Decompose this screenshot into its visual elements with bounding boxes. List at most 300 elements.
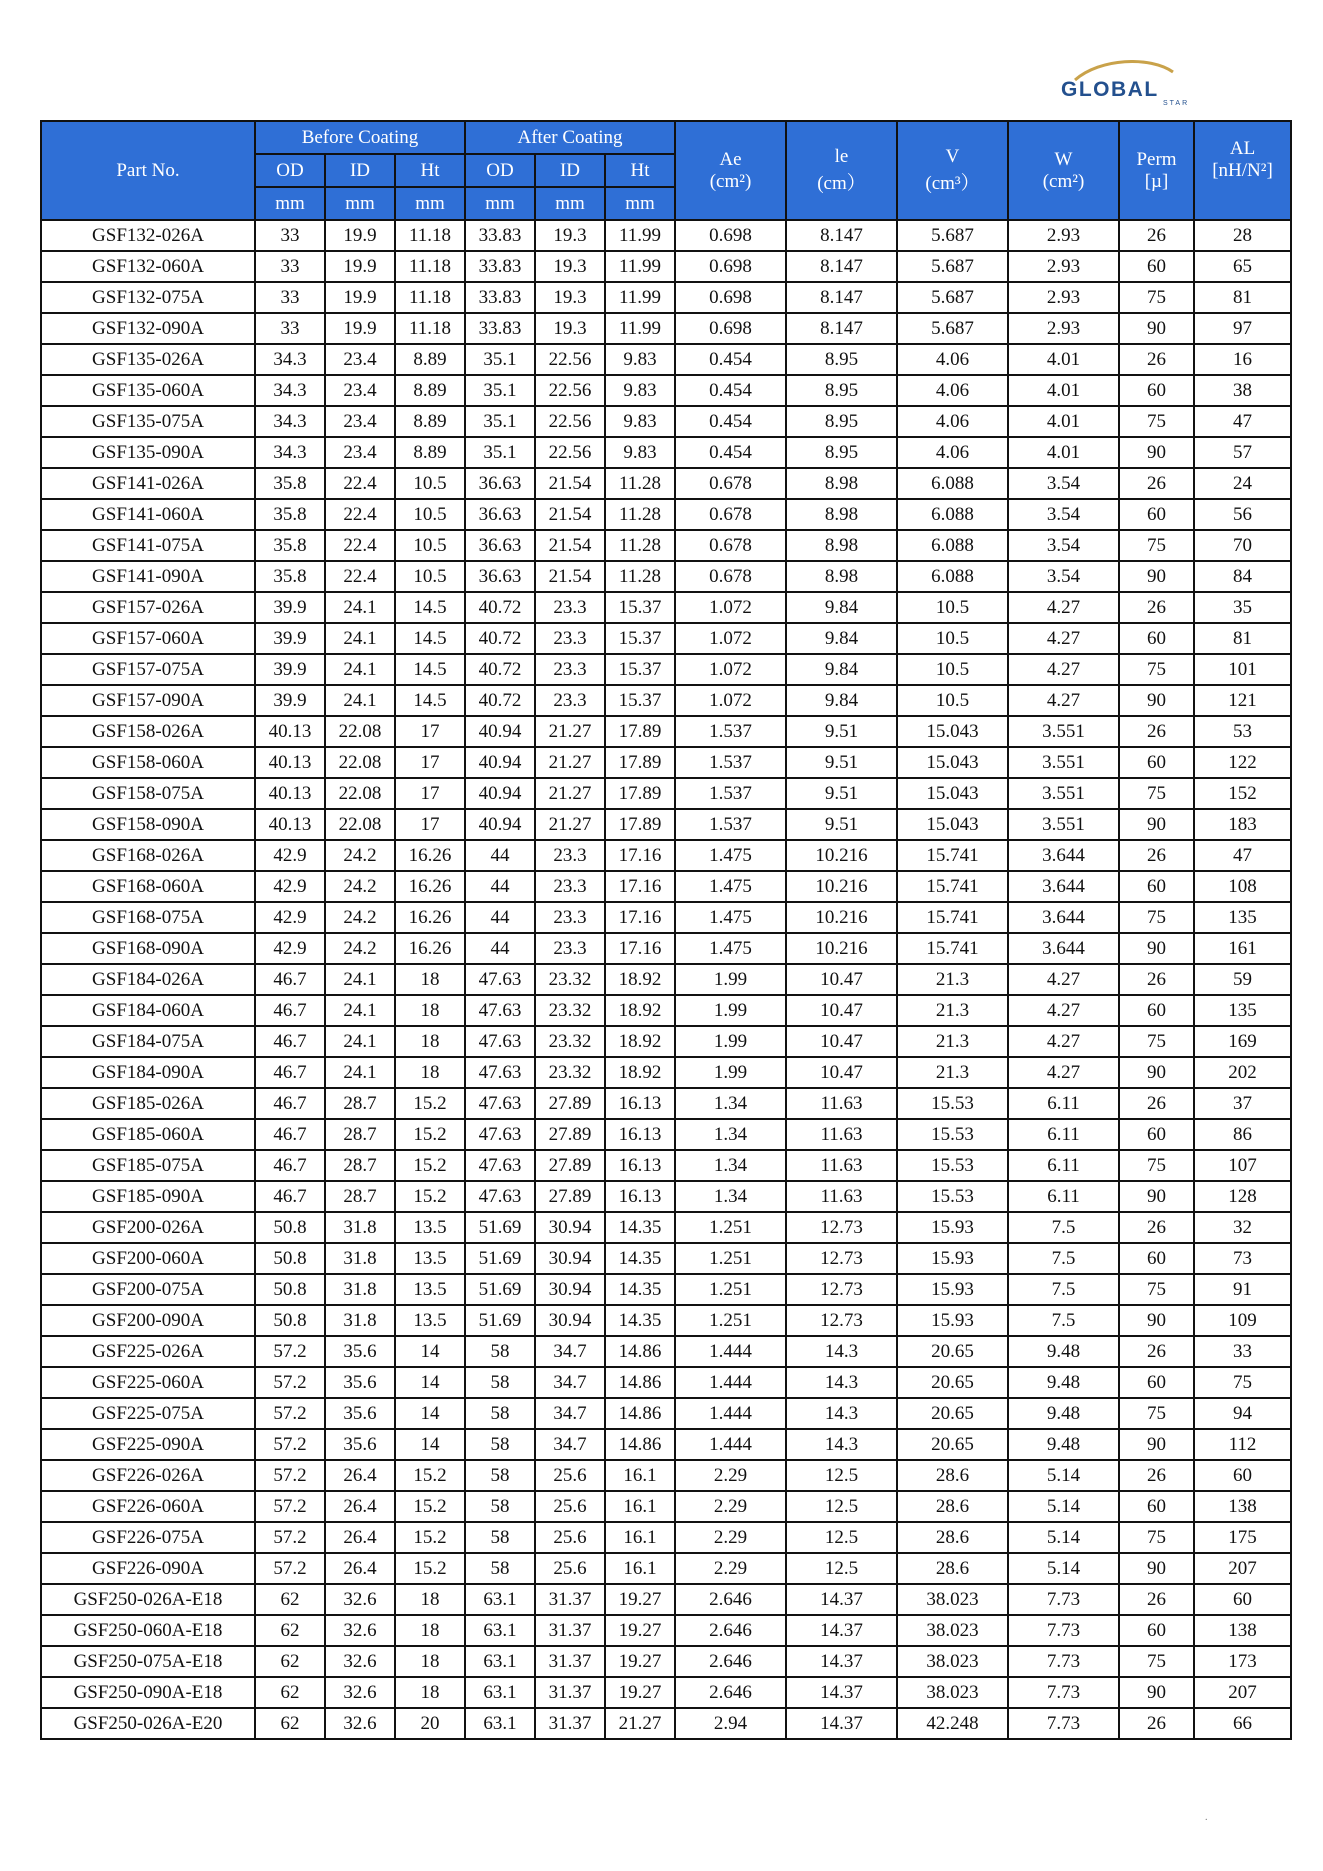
- cell-perm: 60: [1119, 1243, 1194, 1274]
- cell-v: 28.6: [897, 1522, 1008, 1553]
- cell-before-id: 24.1: [325, 654, 395, 685]
- table-row: [41, 964, 1291, 995]
- cell-le: 12.5: [786, 1460, 897, 1491]
- table-row: [41, 1522, 1291, 1553]
- cell-before-od: 46.7: [255, 1181, 325, 1212]
- cell-after-od: 47.63: [465, 1181, 535, 1212]
- cell-le: 14.3: [786, 1336, 897, 1367]
- cell-v: 4.06: [897, 344, 1008, 375]
- cell-after-id: 23.3: [535, 840, 605, 871]
- cell-le: 9.51: [786, 716, 897, 747]
- cell-al: 202: [1194, 1057, 1291, 1088]
- cell-before-ht: 11.18: [395, 313, 465, 344]
- cell-after-id: 23.3: [535, 902, 605, 933]
- cell-before-od: 40.13: [255, 716, 325, 747]
- cell-after-od: 63.1: [465, 1708, 535, 1739]
- cell-after-od: 47.63: [465, 1119, 535, 1150]
- cell-after-id: 27.89: [535, 1088, 605, 1119]
- cell-perm: 26: [1119, 1212, 1194, 1243]
- cell-after-od: 63.1: [465, 1677, 535, 1708]
- cell-part-no: GSF250-075A-E18: [41, 1646, 255, 1677]
- cell-perm: 60: [1119, 251, 1194, 282]
- cell-al: 97: [1194, 313, 1291, 344]
- cell-after-od: 40.72: [465, 685, 535, 716]
- cell-after-id: 21.27: [535, 716, 605, 747]
- cell-part-no: GSF168-090A: [41, 933, 255, 964]
- cell-before-ht: 10.5: [395, 561, 465, 592]
- page-mark: .: [1205, 1812, 1208, 1823]
- cell-before-od: 33: [255, 251, 325, 282]
- cell-after-ht: 16.13: [605, 1088, 675, 1119]
- cell-before-od: 57.2: [255, 1367, 325, 1398]
- cell-le: 8.147: [786, 313, 897, 344]
- cell-before-od: 57.2: [255, 1460, 325, 1491]
- cell-v: 15.043: [897, 716, 1008, 747]
- cell-before-id: 26.4: [325, 1553, 395, 1584]
- cell-v: 15.741: [897, 933, 1008, 964]
- cell-before-id: 35.6: [325, 1398, 395, 1429]
- cell-v: 5.687: [897, 220, 1008, 251]
- cell-before-id: 31.8: [325, 1274, 395, 1305]
- cell-before-id: 24.1: [325, 592, 395, 623]
- cell-le: 14.37: [786, 1615, 897, 1646]
- cell-w: 7.73: [1008, 1584, 1119, 1615]
- table-row: [41, 1398, 1291, 1429]
- global-star-logo: [1055, 60, 1215, 110]
- cell-before-ht: 18: [395, 964, 465, 995]
- cell-after-od: 51.69: [465, 1212, 535, 1243]
- cell-before-ht: 18: [395, 1646, 465, 1677]
- cell-part-no: GSF250-026A-E18: [41, 1584, 255, 1615]
- cell-after-od: 35.1: [465, 375, 535, 406]
- cell-v: 20.65: [897, 1367, 1008, 1398]
- cell-after-ht: 14.86: [605, 1367, 675, 1398]
- cell-before-od: 35.8: [255, 499, 325, 530]
- cell-after-ht: 14.35: [605, 1274, 675, 1305]
- cell-before-id: 22.08: [325, 809, 395, 840]
- cell-ae: 1.34: [675, 1119, 786, 1150]
- table-row: [41, 313, 1291, 344]
- cell-v: 15.53: [897, 1150, 1008, 1181]
- cell-before-od: 39.9: [255, 623, 325, 654]
- cell-al: 109: [1194, 1305, 1291, 1336]
- cell-v: 20.65: [897, 1398, 1008, 1429]
- cell-after-id: 31.37: [535, 1708, 605, 1739]
- cell-after-od: 58: [465, 1553, 535, 1584]
- cell-after-id: 27.89: [535, 1119, 605, 1150]
- cell-part-no: GSF157-026A: [41, 592, 255, 623]
- table-row: [41, 561, 1291, 592]
- cell-before-ht: 13.5: [395, 1243, 465, 1274]
- cell-before-id: 24.2: [325, 871, 395, 902]
- cell-before-id: 32.6: [325, 1615, 395, 1646]
- cell-after-od: 35.1: [465, 437, 535, 468]
- table-row: [41, 251, 1291, 282]
- cell-after-ht: 14.86: [605, 1429, 675, 1460]
- cell-after-ht: 17.89: [605, 747, 675, 778]
- cell-before-id: 24.2: [325, 933, 395, 964]
- cell-before-ht: 15.2: [395, 1150, 465, 1181]
- cell-le: 14.37: [786, 1677, 897, 1708]
- cell-le: 14.37: [786, 1584, 897, 1615]
- cell-le: 9.84: [786, 623, 897, 654]
- table-row: [41, 747, 1291, 778]
- cell-perm: 90: [1119, 561, 1194, 592]
- cell-part-no: GSF157-075A: [41, 654, 255, 685]
- cell-part-no: GSF250-060A-E18: [41, 1615, 255, 1646]
- cell-le: 9.51: [786, 778, 897, 809]
- cell-ae: 1.99: [675, 1057, 786, 1088]
- cell-perm: 90: [1119, 313, 1194, 344]
- cell-perm: 90: [1119, 1181, 1194, 1212]
- cell-after-ht: 11.99: [605, 220, 675, 251]
- cell-v: 5.687: [897, 282, 1008, 313]
- cell-ae: 1.251: [675, 1212, 786, 1243]
- cell-le: 14.37: [786, 1646, 897, 1677]
- cell-ae: 1.072: [675, 685, 786, 716]
- cell-before-id: 24.2: [325, 840, 395, 871]
- cell-w: 5.14: [1008, 1553, 1119, 1584]
- cell-before-od: 62: [255, 1677, 325, 1708]
- cell-before-id: 31.8: [325, 1243, 395, 1274]
- cell-before-id: 28.7: [325, 1088, 395, 1119]
- cell-after-ht: 9.83: [605, 406, 675, 437]
- cell-before-id: 24.1: [325, 964, 395, 995]
- cell-perm: 26: [1119, 220, 1194, 251]
- cell-perm: 90: [1119, 809, 1194, 840]
- cell-after-id: 31.37: [535, 1646, 605, 1677]
- table-row: [41, 344, 1291, 375]
- cell-before-od: 57.2: [255, 1429, 325, 1460]
- cell-after-id: 25.6: [535, 1491, 605, 1522]
- cell-part-no: GSF141-090A: [41, 561, 255, 592]
- table-row: [41, 1305, 1291, 1336]
- table-row: [41, 1460, 1291, 1491]
- cell-before-ht: 14.5: [395, 592, 465, 623]
- cell-after-ht: 15.37: [605, 623, 675, 654]
- cell-part-no: GSF200-060A: [41, 1243, 255, 1274]
- cell-le: 11.63: [786, 1181, 897, 1212]
- table-row: [41, 1026, 1291, 1057]
- cell-part-no: GSF141-060A: [41, 499, 255, 530]
- cell-before-od: 42.9: [255, 933, 325, 964]
- cell-w: 3.551: [1008, 809, 1119, 840]
- cell-w: 4.01: [1008, 375, 1119, 406]
- cell-before-od: 34.3: [255, 437, 325, 468]
- table-row: [41, 1367, 1291, 1398]
- cell-w: 4.01: [1008, 344, 1119, 375]
- cell-perm: 60: [1119, 499, 1194, 530]
- cell-le: 12.5: [786, 1522, 897, 1553]
- cell-after-ht: 15.37: [605, 592, 675, 623]
- cell-after-od: 58: [465, 1429, 535, 1460]
- cell-perm: 26: [1119, 964, 1194, 995]
- cell-al: 86: [1194, 1119, 1291, 1150]
- cell-after-id: 19.3: [535, 313, 605, 344]
- cell-perm: 60: [1119, 1119, 1194, 1150]
- cell-al: 47: [1194, 840, 1291, 871]
- cell-w: 3.54: [1008, 468, 1119, 499]
- cell-w: 3.54: [1008, 561, 1119, 592]
- cell-before-ht: 13.5: [395, 1305, 465, 1336]
- cell-after-id: 25.6: [535, 1460, 605, 1491]
- cell-part-no: GSF226-060A: [41, 1491, 255, 1522]
- cell-before-id: 31.8: [325, 1305, 395, 1336]
- cell-le: 10.216: [786, 933, 897, 964]
- cell-after-id: 34.7: [535, 1367, 605, 1398]
- cell-part-no: GSF158-090A: [41, 809, 255, 840]
- cell-al: 38: [1194, 375, 1291, 406]
- header-before-od: OD: [255, 154, 325, 187]
- cell-w: 7.5: [1008, 1212, 1119, 1243]
- cell-v: 15.741: [897, 871, 1008, 902]
- header-part-no: Part No.: [41, 121, 255, 220]
- cell-before-ht: 17: [395, 716, 465, 747]
- cell-after-od: 36.63: [465, 499, 535, 530]
- table-row: [41, 840, 1291, 871]
- cell-after-ht: 19.27: [605, 1677, 675, 1708]
- cell-perm: 90: [1119, 1305, 1194, 1336]
- cell-ae: 1.537: [675, 716, 786, 747]
- cell-le: 9.84: [786, 685, 897, 716]
- cell-after-ht: 18.92: [605, 1057, 675, 1088]
- cell-before-od: 46.7: [255, 1057, 325, 1088]
- cell-ae: 1.99: [675, 995, 786, 1026]
- cell-after-id: 21.54: [535, 561, 605, 592]
- header-before-coating: Before Coating: [255, 121, 465, 154]
- table-row: [41, 871, 1291, 902]
- cell-before-id: 22.4: [325, 530, 395, 561]
- logo-wordmark: GLOBAL: [1061, 78, 1159, 101]
- cell-al: 16: [1194, 344, 1291, 375]
- cell-part-no: GSF158-060A: [41, 747, 255, 778]
- cell-before-ht: 18: [395, 1584, 465, 1615]
- cell-before-od: 35.8: [255, 561, 325, 592]
- cell-before-ht: 18: [395, 1026, 465, 1057]
- cell-le: 9.84: [786, 654, 897, 685]
- cell-v: 21.3: [897, 995, 1008, 1026]
- cell-part-no: GSF184-026A: [41, 964, 255, 995]
- header-unit: mm: [605, 187, 675, 220]
- cell-part-no: GSF132-026A: [41, 220, 255, 251]
- cell-part-no: GSF135-060A: [41, 375, 255, 406]
- cell-ae: 0.698: [675, 220, 786, 251]
- cell-before-id: 23.4: [325, 406, 395, 437]
- cell-before-id: 22.4: [325, 468, 395, 499]
- cell-v: 6.088: [897, 499, 1008, 530]
- cell-after-ht: 14.35: [605, 1243, 675, 1274]
- cell-after-od: 58: [465, 1336, 535, 1367]
- cell-after-ht: 11.28: [605, 468, 675, 499]
- cell-ae: 2.646: [675, 1646, 786, 1677]
- cell-ae: 2.646: [675, 1615, 786, 1646]
- cell-after-od: 40.94: [465, 809, 535, 840]
- cell-le: 12.73: [786, 1243, 897, 1274]
- table-row: [41, 623, 1291, 654]
- cell-al: 24: [1194, 468, 1291, 499]
- table-row: [41, 778, 1291, 809]
- cell-al: 70: [1194, 530, 1291, 561]
- cell-v: 15.53: [897, 1088, 1008, 1119]
- cell-al: 73: [1194, 1243, 1291, 1274]
- cell-after-id: 30.94: [535, 1305, 605, 1336]
- cell-part-no: GSF185-026A: [41, 1088, 255, 1119]
- cell-before-ht: 13.5: [395, 1274, 465, 1305]
- cell-ae: 0.678: [675, 561, 786, 592]
- cell-al: 161: [1194, 933, 1291, 964]
- cell-before-od: 40.13: [255, 747, 325, 778]
- cell-before-ht: 13.5: [395, 1212, 465, 1243]
- cell-after-ht: 17.89: [605, 778, 675, 809]
- cell-before-od: 46.7: [255, 964, 325, 995]
- table-row: [41, 530, 1291, 561]
- cell-before-ht: 8.89: [395, 406, 465, 437]
- cell-part-no: GSF226-075A: [41, 1522, 255, 1553]
- cell-before-od: 50.8: [255, 1305, 325, 1336]
- table-row: [41, 1429, 1291, 1460]
- cell-before-od: 57.2: [255, 1336, 325, 1367]
- cell-v: 21.3: [897, 964, 1008, 995]
- cell-after-od: 44: [465, 840, 535, 871]
- cell-al: 112: [1194, 1429, 1291, 1460]
- cell-w: 3.644: [1008, 933, 1119, 964]
- cell-w: 6.11: [1008, 1150, 1119, 1181]
- cell-le: 10.216: [786, 902, 897, 933]
- cell-al: 65: [1194, 251, 1291, 282]
- cell-after-od: 40.72: [465, 623, 535, 654]
- cell-w: 4.27: [1008, 1057, 1119, 1088]
- cell-after-id: 22.56: [535, 437, 605, 468]
- cell-part-no: GSF132-075A: [41, 282, 255, 313]
- cell-ae: 0.454: [675, 437, 786, 468]
- cell-before-ht: 14: [395, 1429, 465, 1460]
- cell-al: 35: [1194, 592, 1291, 623]
- cell-after-ht: 17.16: [605, 871, 675, 902]
- cell-after-od: 44: [465, 902, 535, 933]
- cell-before-id: 22.4: [325, 499, 395, 530]
- cell-before-od: 46.7: [255, 1150, 325, 1181]
- cell-after-id: 30.94: [535, 1274, 605, 1305]
- cell-le: 8.147: [786, 251, 897, 282]
- cell-after-ht: 17.16: [605, 840, 675, 871]
- cell-part-no: GSF200-090A: [41, 1305, 255, 1336]
- table-row: [41, 592, 1291, 623]
- cell-perm: 75: [1119, 406, 1194, 437]
- cell-after-id: 19.3: [535, 220, 605, 251]
- cell-after-od: 51.69: [465, 1243, 535, 1274]
- cell-before-id: 24.1: [325, 1026, 395, 1057]
- cell-after-id: 19.3: [535, 251, 605, 282]
- cell-w: 3.54: [1008, 499, 1119, 530]
- table-row: [41, 716, 1291, 747]
- cell-al: 53: [1194, 716, 1291, 747]
- cell-ae: 1.537: [675, 809, 786, 840]
- table-row: [41, 1119, 1291, 1150]
- cell-perm: 26: [1119, 1460, 1194, 1491]
- cell-part-no: GSF141-026A: [41, 468, 255, 499]
- cell-before-ht: 17: [395, 747, 465, 778]
- cell-ae: 1.475: [675, 840, 786, 871]
- cell-after-ht: 14.35: [605, 1305, 675, 1336]
- cell-v: 15.93: [897, 1274, 1008, 1305]
- cell-perm: 60: [1119, 1367, 1194, 1398]
- cell-after-ht: 16.1: [605, 1460, 675, 1491]
- cell-before-id: 19.9: [325, 282, 395, 313]
- header-unit: mm: [535, 187, 605, 220]
- cell-before-od: 39.9: [255, 592, 325, 623]
- cell-after-id: 23.3: [535, 623, 605, 654]
- cell-perm: 26: [1119, 716, 1194, 747]
- cell-before-od: 33: [255, 313, 325, 344]
- cell-before-od: 40.13: [255, 809, 325, 840]
- cell-w: 7.73: [1008, 1615, 1119, 1646]
- cell-w: 6.11: [1008, 1119, 1119, 1150]
- cell-before-id: 26.4: [325, 1522, 395, 1553]
- cell-al: 60: [1194, 1460, 1291, 1491]
- cell-after-od: 40.72: [465, 592, 535, 623]
- cell-perm: 60: [1119, 995, 1194, 1026]
- cell-le: 12.73: [786, 1305, 897, 1336]
- cell-ae: 2.29: [675, 1460, 786, 1491]
- cell-after-id: 21.54: [535, 468, 605, 499]
- cell-w: 3.551: [1008, 778, 1119, 809]
- cell-after-ht: 14.35: [605, 1212, 675, 1243]
- cell-v: 5.687: [897, 251, 1008, 282]
- cell-after-ht: 15.37: [605, 654, 675, 685]
- cell-part-no: GSF157-060A: [41, 623, 255, 654]
- cell-w: 4.27: [1008, 964, 1119, 995]
- table-row: [41, 282, 1291, 313]
- cell-v: 15.93: [897, 1305, 1008, 1336]
- cell-perm: 75: [1119, 1398, 1194, 1429]
- cell-al: 128: [1194, 1181, 1291, 1212]
- cell-le: 8.95: [786, 437, 897, 468]
- cell-le: 12.5: [786, 1491, 897, 1522]
- cell-before-ht: 11.18: [395, 251, 465, 282]
- cell-before-id: 26.4: [325, 1491, 395, 1522]
- cell-ae: 1.475: [675, 871, 786, 902]
- cell-w: 5.14: [1008, 1522, 1119, 1553]
- cell-perm: 75: [1119, 1646, 1194, 1677]
- header-al: AL [nH/N²]: [1194, 121, 1291, 220]
- cell-before-ht: 10.5: [395, 530, 465, 561]
- cell-al: 138: [1194, 1491, 1291, 1522]
- cell-v: 28.6: [897, 1553, 1008, 1584]
- cell-ae: 1.444: [675, 1336, 786, 1367]
- cell-after-ht: 11.99: [605, 251, 675, 282]
- cell-after-id: 23.32: [535, 964, 605, 995]
- cell-after-ht: 19.27: [605, 1584, 675, 1615]
- cell-w: 4.27: [1008, 623, 1119, 654]
- cell-after-od: 40.94: [465, 747, 535, 778]
- table-row: [41, 995, 1291, 1026]
- cell-after-id: 31.37: [535, 1677, 605, 1708]
- cell-after-ht: 16.13: [605, 1119, 675, 1150]
- cell-after-ht: 11.99: [605, 313, 675, 344]
- cell-v: 15.043: [897, 778, 1008, 809]
- cell-perm: 26: [1119, 1584, 1194, 1615]
- table-row: [41, 468, 1291, 499]
- cell-before-ht: 15.2: [395, 1522, 465, 1553]
- cell-part-no: GSF157-090A: [41, 685, 255, 716]
- cell-before-id: 24.1: [325, 995, 395, 1026]
- cell-v: 21.3: [897, 1057, 1008, 1088]
- cell-after-ht: 16.13: [605, 1181, 675, 1212]
- cell-before-ht: 18: [395, 995, 465, 1026]
- cell-before-id: 26.4: [325, 1460, 395, 1491]
- cell-after-od: 33.83: [465, 313, 535, 344]
- cell-le: 9.51: [786, 747, 897, 778]
